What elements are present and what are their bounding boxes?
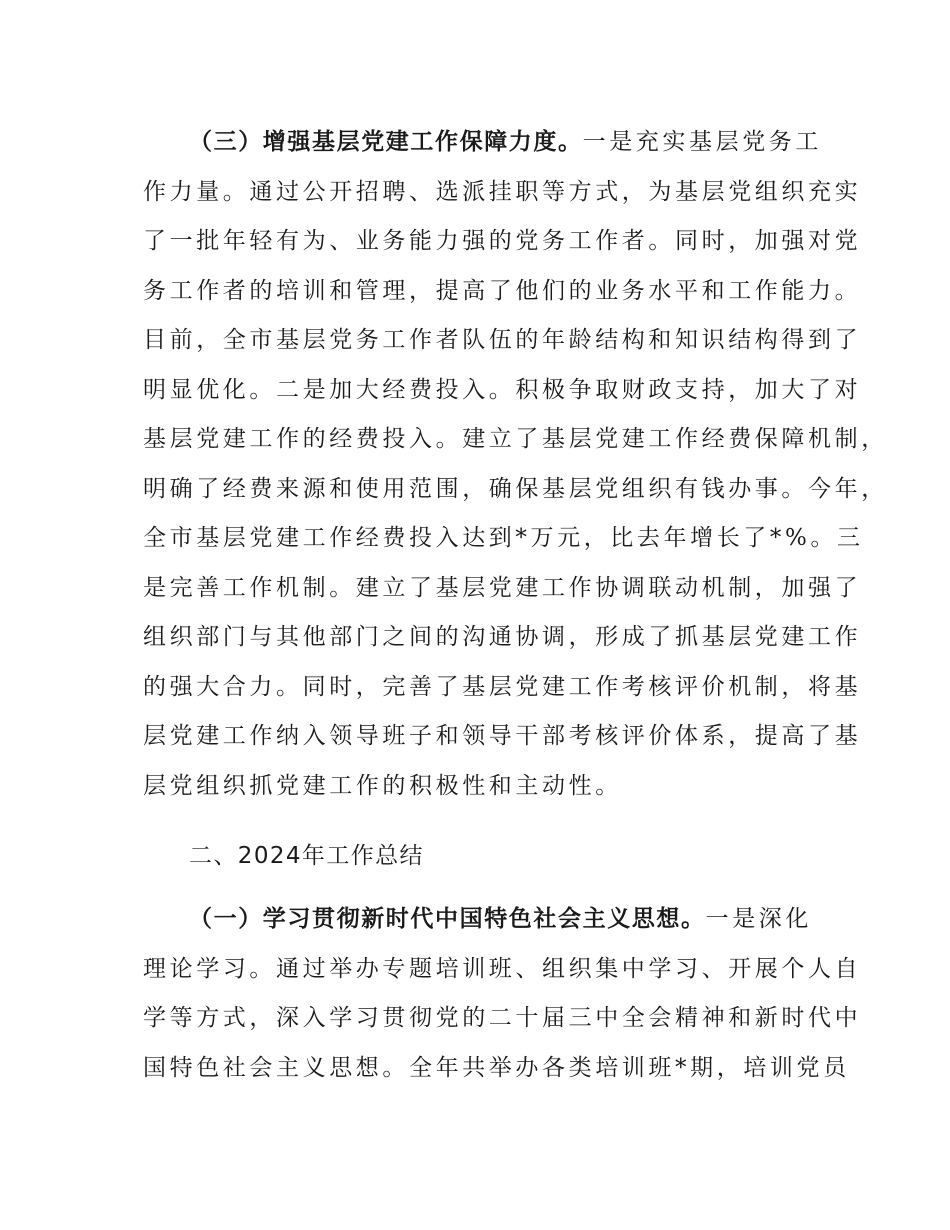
paragraph-line: 国特色社会主义思想。全年共举办各类培训班*期，培训党员 xyxy=(143,1054,850,1081)
paragraph-line: 一是深化 xyxy=(705,906,813,932)
paragraph-line: 理论学习。通过举办专题培训班、组织集中学习、开展个人自 xyxy=(143,955,862,982)
paragraph-line: 是完善工作机制。建立了基层党建工作协调联动机制，加强了 xyxy=(143,574,862,601)
paragraph-line: 全市基层党建工作经费投入达到*万元，比去年增长了*%。三 xyxy=(143,525,864,551)
paragraph-line: 基层党建工作的经费投入。建立了基层党建工作经费保障机制， xyxy=(143,426,888,452)
paragraph-line: 务工作者的培训和管理，提高了他们的业务水平和工作能力。 xyxy=(143,277,862,304)
paragraph-line: 组织部门与其他部门之间的沟通协调，形成了抓基层党建工作 xyxy=(143,624,862,650)
paragraph-line: 作力量。通过公开招聘、选派挂职等方式，为基层党组织充实 xyxy=(143,178,862,205)
section-3-paragraph xyxy=(143,118,888,811)
paragraph-line: 明确了经费来源和使用范围，确保基层党组织有钱办事。今年， xyxy=(143,475,888,502)
paragraph-line: 层党组织抓党建工作的积极性和主动性。 xyxy=(143,772,622,799)
part-2-heading: 二、2024年工作总结 xyxy=(189,843,424,869)
section-3-title: （三）增强基层党建工作保障力度。 xyxy=(189,129,583,155)
paragraph-line: 明显优化。二是加大经费投入。积极争取财政支持，加大了对 xyxy=(143,376,862,403)
paragraph-line: 的强大合力。同时，完善了基层党建工作考核评价机制，将基 xyxy=(143,673,862,700)
section-1-title: （一）学习贯彻新时代中国特色社会主义思想。 xyxy=(189,906,706,932)
paragraph-line: 了一批年轻有为、业务能力强的党务工作者。同时，加强对党 xyxy=(143,228,862,254)
paragraph-line: 目前，全市基层党务工作者队伍的年龄结构和知识结构得到了 xyxy=(143,327,862,353)
paragraph-line: 学等方式，深入学习贯彻党的二十届三中全会精神和新时代中 xyxy=(143,1005,862,1031)
paragraph-line: 一是充实基层党务工 xyxy=(582,129,823,155)
paragraph-line: 层党建工作纳入领导班子和领导干部考核评价体系，提高了基 xyxy=(143,723,862,749)
section-3-first-line xyxy=(143,118,823,168)
section-1-paragraph xyxy=(143,895,862,1093)
section-1-first-line xyxy=(143,895,815,945)
